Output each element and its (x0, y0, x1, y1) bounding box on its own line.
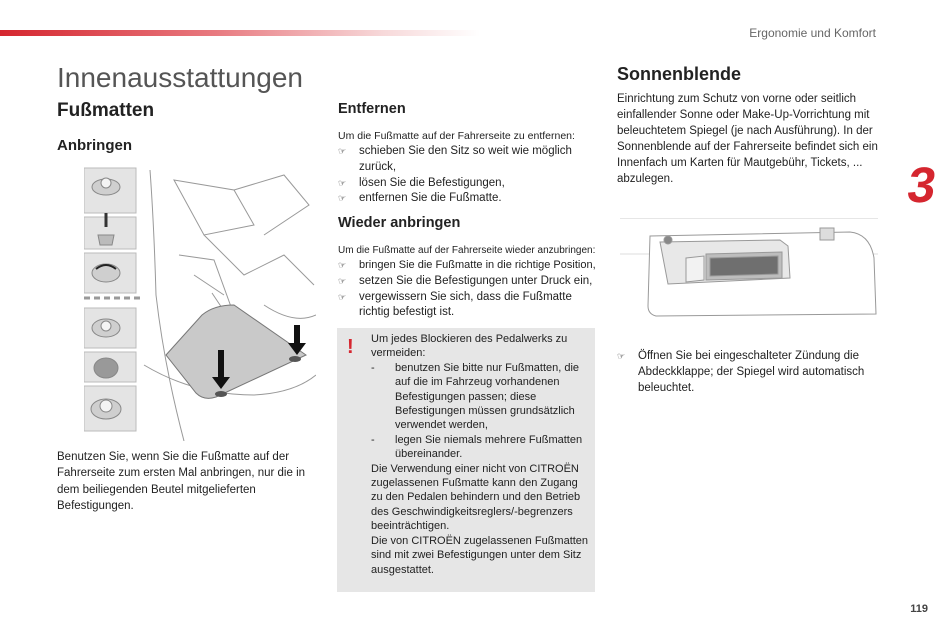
entfernen-section (338, 101, 600, 207)
floor-mat-illustration (84, 165, 316, 441)
page-number: 119 (910, 603, 928, 615)
warning-note: Die Verwendung einer nicht von CITROËN zugelassenen Fußmatte kann den Zugang zu den Pedalen behindern und den Betrieb des Geschwindigkeitsreglers/-begrenzers beeinträchtigen. (371, 462, 581, 533)
subheading-anbringen: Anbringen (57, 137, 132, 154)
warning-dash-item: - legen Sie niemals mehrere Fußmatten übereinander. (371, 433, 583, 461)
header-accent-bar (0, 30, 480, 36)
section-heading-fussmatten: Fußmatten (57, 100, 155, 121)
hand-pointer-icon: ☞ (338, 275, 347, 286)
list-item: ☞ setzen Sie die Befestigungen unter Druck ein, (338, 274, 600, 290)
hand-pointer-icon: ☞ (338, 260, 347, 270)
list-item: ☞ Öffnen Sie bei eingeschalteter Zündung die Abdeckklappe; der Spiegel wird automatisch beleuchtet. (617, 350, 865, 394)
subheading-wieder-anbringen: Wieder anbringen (338, 215, 461, 231)
list-item: ☞ vergewissern Sie sich, dass die Fußmatte richtig befestigt ist. (338, 290, 572, 319)
hand-pointer-icon: ☞ (338, 193, 347, 204)
warning-intro: Um jedes Blockieren des Pedalwerks zu vermeiden: (371, 333, 568, 360)
fastener-step-images (84, 168, 144, 431)
sonnenblende-text: Einrichtung zum Schutz von vorne oder seitlich einfallender Sonne oder Make-Up-Vorrichtung mit beleuchtetem Spiegel (je nach Ausführung). In der Sonnenblende auf der Fahrerseite befindet sich ein Innenfach um Karten für Mautgebühr, Tickets, ... abzulegen. (617, 93, 878, 185)
wieder-anbringen-section (338, 215, 600, 321)
list-item: ☞ entfernen Sie die Fußmatte. (338, 191, 600, 207)
section-heading-sonnenblende: Sonnenblende (617, 64, 742, 84)
list-item: ☞ schieben Sie den Sitz so weit wie möglich zurück, (338, 145, 572, 173)
entfernen-steps (338, 144, 600, 207)
chapter-number: 3 (904, 157, 940, 213)
sun-visor-illustration (620, 218, 878, 326)
page-title: Innenausstattungen (57, 62, 303, 93)
hand-pointer-icon: ☞ (617, 351, 626, 361)
entfernen-intro: Um die Fußmatte auf der Fahrerseite zu entfernen: (338, 130, 575, 142)
warning-box (337, 328, 595, 592)
chapter-title: Ergonomie und Komfort (749, 26, 876, 40)
sonnenblende-steps (617, 349, 879, 396)
wieder-anbringen-intro: Um die Fußmatte auf der Fahrerseite wieder anzubringen: (338, 245, 596, 256)
hand-pointer-icon: ☞ (338, 146, 347, 156)
list-item: ☞ lösen Sie die Befestigungen, (338, 176, 600, 192)
warning-body (371, 332, 591, 577)
list-item: ☞ bringen Sie die Fußmatte in die richtige Position, (338, 258, 600, 274)
warning-note: Die von CITROËN zugelassenen Fußmatten sind mit zwei Befestigungen unter dem Sitz ausgestattet. (371, 534, 589, 576)
wieder-anbringen-steps (338, 258, 600, 321)
anbringen-text: Benutzen Sie, wenn Sie die Fußmatte auf der Fahrerseite zum ersten Mal anbringen, nur die in dem beiliegenden Beutel mitgelieferten Befestigungen. (57, 451, 306, 513)
warning-icon: ! (347, 336, 354, 358)
hand-pointer-icon: ☞ (338, 291, 347, 302)
sonnenblende-section (617, 64, 879, 187)
subheading-entfernen: Entfernen (338, 101, 406, 117)
hand-pointer-icon: ☞ (338, 177, 347, 188)
warning-dash-item: - benutzen Sie bitte nur Fußmatten, die auf die im Fahrzeug vorhandenen Befestigungen passen; diese Befestigungen müssen grundsätzlich verwendet werden, (371, 361, 580, 432)
